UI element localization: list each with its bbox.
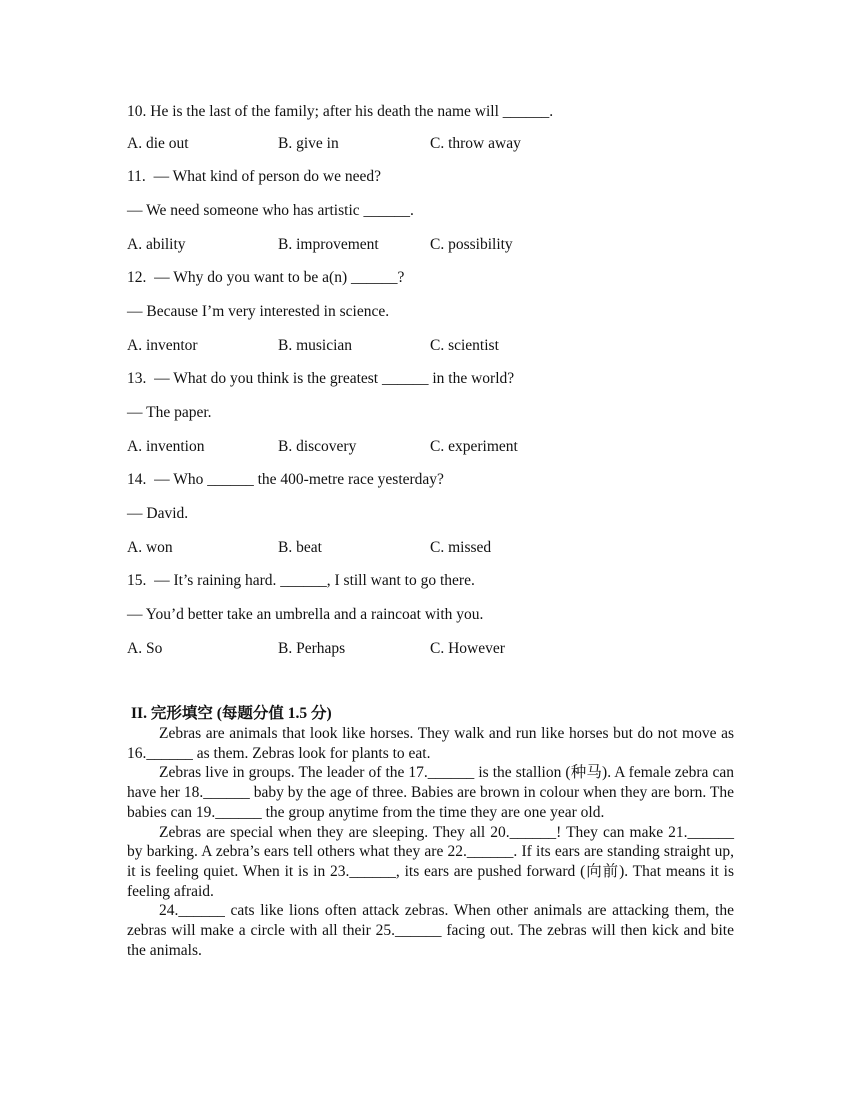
option-c: C. However [430, 640, 505, 657]
question-11-reply: — We need someone who has artistic ______. [127, 202, 414, 219]
passage-paragraph-1: Zebras are animals that look like horses. They walk and run like horses but do not move as 16.______ as them. Zebras look for plants to eat. [127, 725, 734, 762]
question-15-reply: — You’d better take an umbrella and a raincoat with you. [127, 606, 484, 623]
option-a: A. inventor [127, 337, 198, 354]
section-title: II. 完形填空 (每题分值 1.5 分) [131, 705, 332, 722]
option-c: C. experiment [430, 438, 518, 455]
question-13-reply: — The paper. [127, 404, 212, 421]
option-a: A. ability [127, 236, 186, 253]
option-c: C. possibility [430, 236, 513, 253]
question-12-stem: 12. — Why do you want to be a(n) ______? [127, 269, 405, 286]
option-c: C. scientist [430, 337, 499, 354]
question-10-stem: 10. He is the last of the family; after his death the name will ______. [127, 103, 554, 120]
question-12-reply: — Because I’m very interested in science. [127, 303, 390, 320]
option-c: C. missed [430, 539, 492, 556]
option-a: A. So [127, 640, 163, 657]
option-b: B. discovery [278, 438, 357, 455]
passage-paragraph-2: Zebras live in groups. The leader of the 17.______ is the stallion (种马). A female zebra can have her 18.______ baby by the age of three. Babies are brown in colour when they are born. The babies can 19.______ the group anytime from the time they are one year old. [127, 764, 734, 821]
option-a: A. invention [127, 438, 205, 455]
option-a: A. won [127, 539, 173, 556]
option-b: B. give in [278, 135, 339, 152]
option-b: B. musician [278, 337, 353, 354]
question-13-stem: 13. — What do you think is the greatest ______ in the world? [127, 370, 515, 387]
question-14-stem: 14. — Who ______ the 400-metre race yesterday? [127, 471, 444, 488]
question-11-stem: 11. — What kind of person do we need? [127, 168, 381, 185]
cloze-passage [127, 724, 734, 960]
option-a: A. die out [127, 135, 189, 152]
passage-paragraph-3: Zebras are special when they are sleeping. They all 20.______! They can make 21.______ by barking. A zebra’s ears tell others what they are 22.______. If its ears are standing straight up, it is feeling quiet. When it is in 23.______, its ears are pushed forward (向前). That means it is feeling afraid. [127, 823, 734, 900]
option-b: B. beat [278, 539, 322, 556]
question-15-stem: 15. — It’s raining hard. ______, I still want to go there. [127, 572, 475, 589]
passage-paragraph-4: 24.______ cats like lions often attack zebras. When other animals are attacking them, the zebras will make a circle with all their 25.______ facing out. The zebras will then kick and bite the animals. [127, 902, 734, 959]
option-b: B. Perhaps [278, 640, 346, 657]
question-14-reply: — David. [127, 505, 189, 522]
option-c: C. throw away [430, 135, 521, 152]
option-b: B. improvement [278, 236, 379, 253]
